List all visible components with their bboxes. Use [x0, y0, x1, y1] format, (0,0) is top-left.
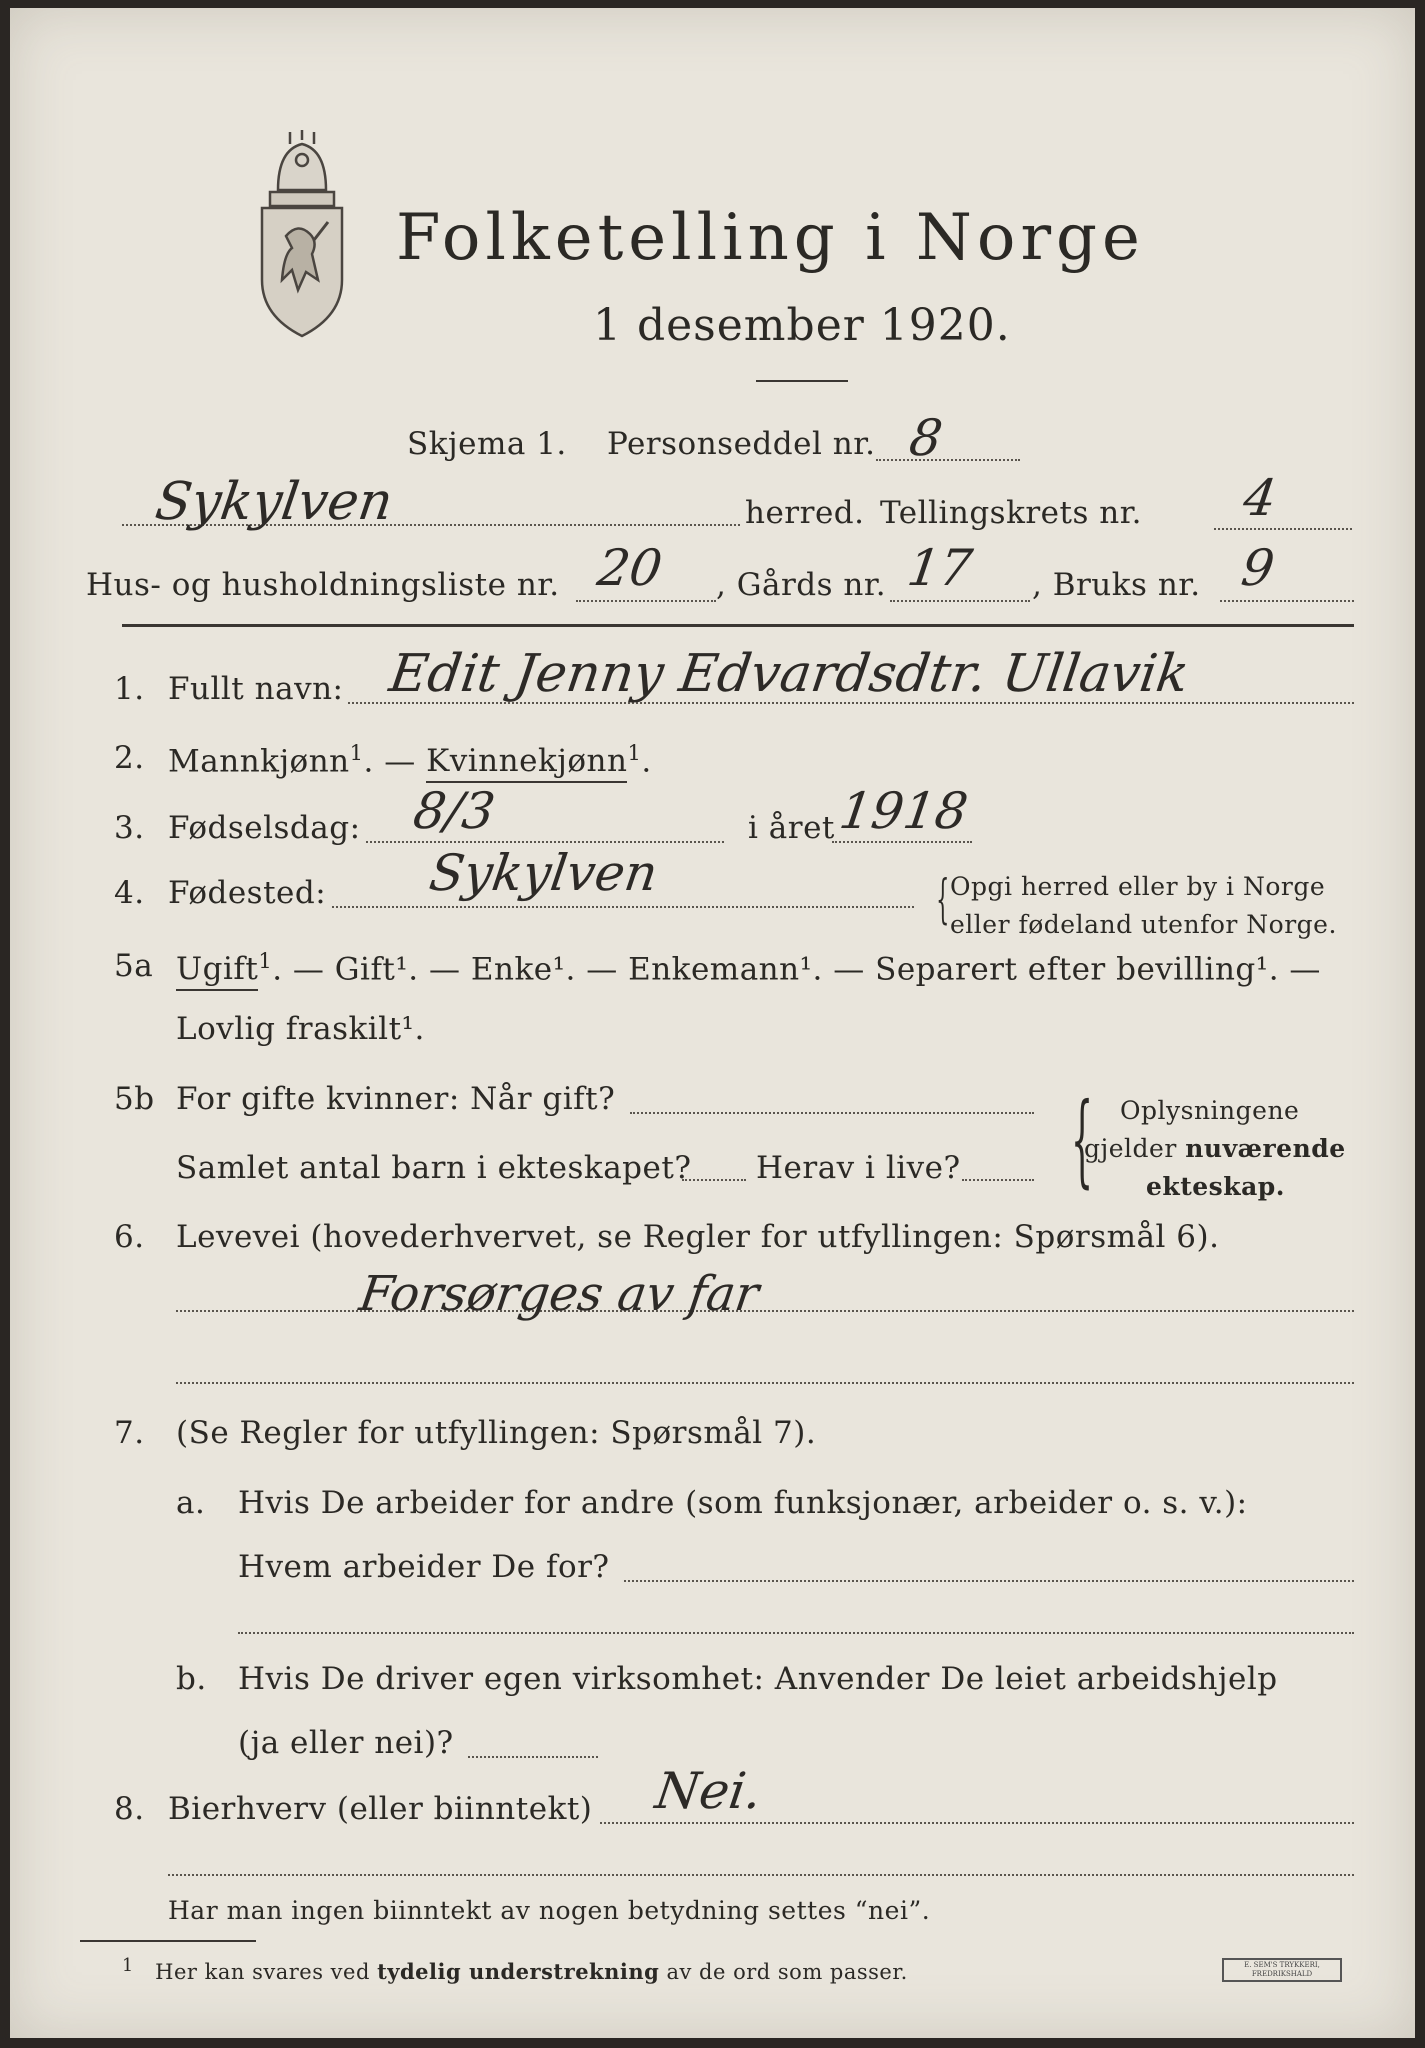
occupation-value: Forsørges av far: [356, 1266, 763, 1322]
herred-label: herred.: [745, 495, 865, 531]
q5b-line2b: Herav i live?: [756, 1150, 961, 1186]
census-form: [10, 8, 1415, 2038]
q6-label: Levevei (hovederhvervet, se Regler for utfyllingen: Spørsmål 6).: [176, 1219, 1220, 1255]
q4-note-bracket: {: [936, 870, 950, 930]
coat-of-arms-icon: [248, 130, 356, 342]
hus-label: Hus- og husholdningsliste nr.: [86, 567, 560, 603]
q6-number: 6.: [114, 1219, 145, 1255]
q8-number: 8.: [114, 1791, 145, 1827]
q7a-letter: a.: [176, 1485, 206, 1521]
option-ugift-underlined: Ugift: [176, 951, 258, 991]
q2-options: Mannkjønn$^1$. — Kvinnekjønn$^1$.: [168, 743, 652, 777]
bruks-label: , Bruks nr.: [1032, 567, 1201, 603]
q5a-number: 5a: [114, 948, 154, 984]
q3-label: Fødselsdag:: [168, 810, 361, 846]
gards-value: 17: [903, 539, 976, 597]
q7b-letter: b.: [176, 1661, 207, 1697]
form-title: Folketelling i Norge: [396, 201, 1145, 275]
q7a-line2: Hvem arbeider De for?: [238, 1549, 610, 1585]
birth-year-value: 1918: [835, 782, 972, 840]
q5b-note-bracket: {: [1070, 1081, 1094, 1198]
q7a-line1: Hvis De arbeider for andre (som funksjonær, arbeider o. s. v.):: [238, 1485, 1248, 1521]
q5b-note-line2: gjelder nuværende: [1084, 1134, 1346, 1163]
footnote-divider: [80, 1940, 256, 1942]
q5a-line2: Lovlig fraskilt¹.: [176, 1011, 425, 1047]
option-mannkjonn: Mannkjønn: [168, 743, 350, 780]
q5a-options: Ugift$^1$. — Gift¹. — Enke¹. — Enkemann¹. — Separert efter bevilling¹. —: [176, 951, 1321, 985]
q5b-line2a: Samlet antal barn i ekteskapet?: [176, 1150, 692, 1186]
year-label: i året: [748, 810, 835, 846]
side-income-value: Nei.: [651, 1762, 766, 1820]
q4-note-line2: eller fødeland utenfor Norge.: [950, 910, 1337, 939]
bruks-value: 9: [1237, 539, 1278, 597]
q5b-note-line1: Oplysningene: [1120, 1096, 1300, 1125]
divider: [756, 380, 848, 382]
birthday-value: 8/3: [409, 782, 499, 840]
herred-value: Sykylven: [151, 472, 397, 532]
printer-mark: E. SEM'S TRYKKERI, FREDRIKSHALD: [1222, 1958, 1342, 1982]
option-kvinnekjonn-underlined: Kvinnekjønn: [426, 743, 627, 783]
schema-label: Skjema 1.: [407, 426, 567, 462]
q1-label: Fullt navn:: [168, 671, 344, 707]
census-date: 1 desember 1920.: [593, 300, 1011, 351]
q3-number: 3.: [114, 810, 145, 846]
q7b-line2: (ja eller nei)?: [238, 1725, 454, 1761]
hus-value: 20: [593, 539, 666, 597]
q7-label: (Se Regler for utfyllingen: Spørsmål 7).: [176, 1415, 817, 1451]
footnote: $^1$ Her kan svares ved tydelig understrekning av de ord som passer.: [122, 1956, 908, 1984]
q2-number: 2.: [114, 740, 145, 776]
footer-note: Har man ingen biinntekt av nogen betydning settes “nei”.: [168, 1896, 931, 1925]
q4-note-line1: Opgi herred eller by i Norge: [950, 872, 1326, 901]
q4-label: Fødested:: [168, 875, 327, 911]
personseddel-value: 8: [905, 409, 946, 467]
q5b-note-line3: ekteskap.: [1146, 1172, 1285, 1201]
q1-number: 1.: [114, 671, 145, 707]
q4-number: 4.: [114, 875, 145, 911]
personseddel-label: Personseddel nr.: [607, 426, 876, 462]
full-name-value: Edit Jenny Edvardsdtr. Ullavik: [385, 644, 1193, 704]
q5b-number: 5b: [114, 1081, 155, 1117]
tellingskrets-value: 4: [1239, 469, 1280, 527]
birthplace-value: Sykylven: [425, 844, 662, 902]
tellingskrets-label: Tellingskrets nr.: [880, 495, 1142, 531]
q7-number: 7.: [114, 1415, 145, 1451]
gards-label: , Gårds nr.: [716, 567, 887, 603]
section-divider: [122, 624, 1354, 627]
q5b-line1: For gifte kvinner: Når gift?: [176, 1081, 616, 1117]
q7b-line1: Hvis De driver egen virksomhet: Anvender De leiet arbeidshjelp: [238, 1661, 1278, 1697]
q8-label: Bierhverv (eller biinntekt): [168, 1791, 593, 1827]
